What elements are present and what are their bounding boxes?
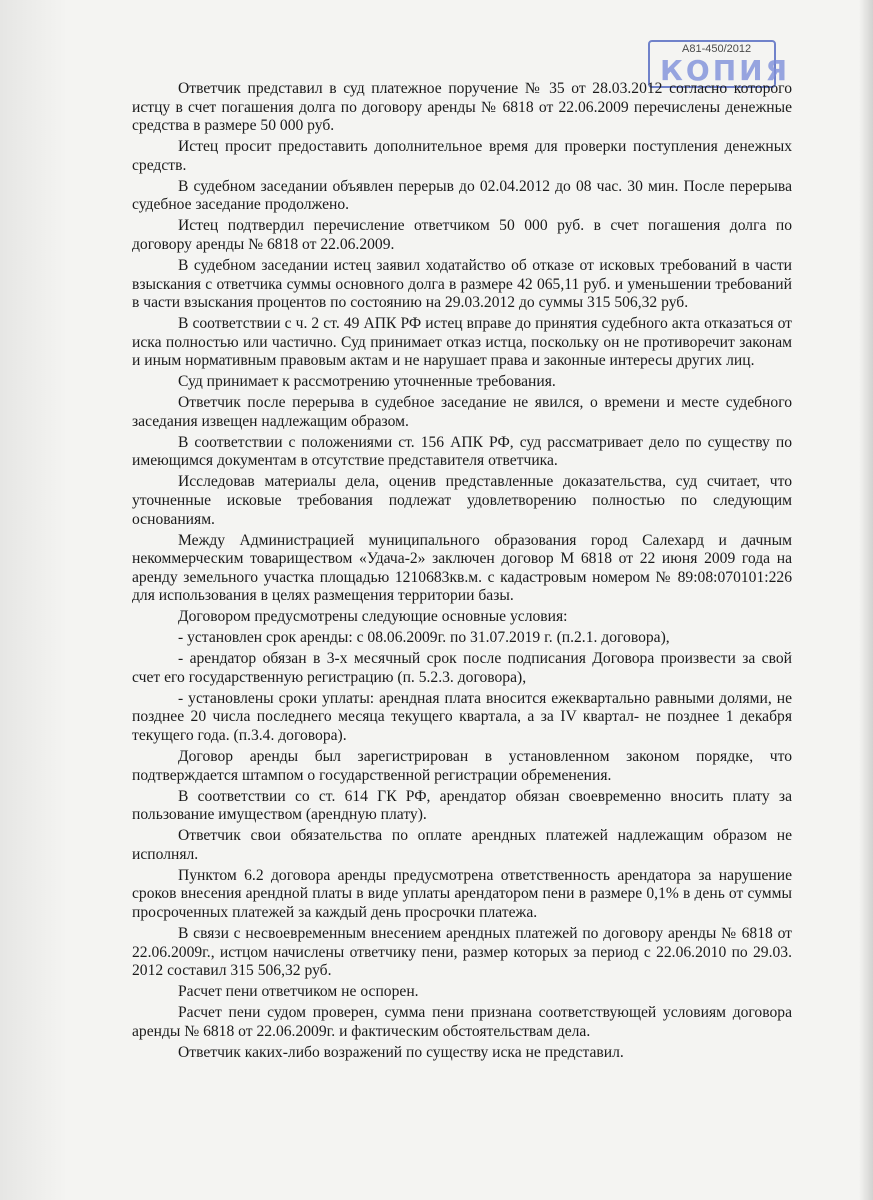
case-number: А81-450/2012 xyxy=(682,43,752,55)
paragraph: В судебном заседании объявлен перерыв до 02.04.2012 до 08 час. 30 мин. После перерыва судебное заседание продолжено. xyxy=(132,177,792,214)
paragraph: В судебном заседании истец заявил ходатайство об отказе от исковых требований в части взыскания с ответчика суммы основного долга в размере 42 065,11 руб. и уменьшении требований в части взыскания процентов по состоянию на 29.03.2012 до суммы 315 506,32 руб. xyxy=(132,256,792,312)
paragraph: Истец подтвердил перечисление ответчиком 50 000 руб. в счет погашения долга по договору аренды № 6818 от 22.06.2009. xyxy=(132,217,792,253)
copy-stamp-label: КОПИЯ xyxy=(660,54,791,87)
paragraph: Ответчик представил в суд платежное поручение № 35 от 28.03.2012 согласно которого истцу в счет погашения долга по договору аренды № 6818 от 22.06.2009 перечислены денежные средства в размере 50 000 руб. xyxy=(132,80,792,135)
paragraph: Ответчик после перерыва в судебное заседание не явился, о времени и месте судебного заседания извещен надлежащим образом. xyxy=(132,394,792,430)
list-item: - установлены сроки уплаты: арендная плата вносится ежеквартально равными долями, не позднее 20 числа последнего месяца текущего квартала, а за IV квартал- не позднее 1 декабря текущего года. (п.3.4. договора). xyxy=(132,689,792,745)
paragraph: Договор аренды был зарегистрирован в установленном законом порядке, что подтверждается штампом о государственной регистрации обременения. xyxy=(132,748,792,784)
list-item: - арендатор обязан в 3-х месячный срок после подписания Договора произвести за свой счет его государственную регистрацию (п. 5.2.3. договора), xyxy=(132,650,792,686)
paragraph: Договором предусмотрены следующие основные условия: xyxy=(178,608,568,626)
page-right-shadow xyxy=(859,0,873,1200)
paragraph: В связи с несвоевременным внесением арендных платежей по договору аренды № 6818 от 22.06.2009г., истцом начислены ответчику пени, размер которых за период с 22.06.2010 по 29.03. 2012 составил 315 506,32 руб. xyxy=(132,924,792,980)
paragraph: Ответчик каких-либо возражений по существу иска не представил. xyxy=(178,1043,624,1061)
document-body xyxy=(132,80,792,1065)
list-item: - установлен срок аренды: с 08.06.2009г. по 31.07.2019 г. (п.2.1. договора), xyxy=(178,629,670,647)
paragraph: Ответчик свои обязательства по оплате арендных платежей надлежащим образом не исполнял. xyxy=(132,827,792,863)
paragraph: Суд принимает к рассмотрению уточненные требования. xyxy=(178,373,556,391)
paragraph: Исследовав материалы дела, оценив представленные доказательства, суд считает, что уточненные исковые требования подлежат удовлетворению полностью по следующим основаниям. xyxy=(132,473,792,528)
paragraph: Расчет пени ответчиком не оспорен. xyxy=(178,983,419,1001)
page-left-shadow xyxy=(0,0,68,1200)
paragraph: Между Администрацией муниципального образования город Салехард и дачным некоммерческим товариществом «Удача-2» заключен договор М 6818 от 22 июня 2009 года на аренду земельного участка площадью 1210683кв.м. с кадастровым номером № 89:08:070101:226 для использования в целях размещения территории базы. xyxy=(132,531,792,605)
paragraph: Истец просит предоставить дополнительное время для проверки поступления денежных средств. xyxy=(132,138,792,174)
paragraph: Расчет пени судом проверен, сумма пени признана соответствующей условиям договора аренды № 6818 от 22.06.2009г. и фактическим обстоятельствам дела. xyxy=(132,1004,792,1040)
paragraph: В соответствии с ч. 2 ст. 49 АПК РФ истец вправе до принятия судебного акта отказаться от иска полностью или частично. Суд принимает отказ истца, поскольку он не противоречит законам и иным нормативным правовым актам и не нарушает права и законные интересы других лиц. xyxy=(132,315,792,370)
paragraph: В соответствии со ст. 614 ГК РФ, арендатор обязан своевременно вносить плату за пользование имуществом (арендную плату). xyxy=(132,787,792,824)
paragraph: В соответствии с положениями ст. 156 АПК РФ, суд рассматривает дело по существу по имеющимся документам в отсутствие представителя ответчика. xyxy=(132,433,792,470)
paragraph: Пунктом 6.2 договора аренды предусмотрена ответственность арендатора за нарушение сроков внесения арендной платы в виде уплаты арендатором пени в размере 0,1% в день от суммы просроченных платежей за каждый день просрочки платежа. xyxy=(132,866,792,921)
